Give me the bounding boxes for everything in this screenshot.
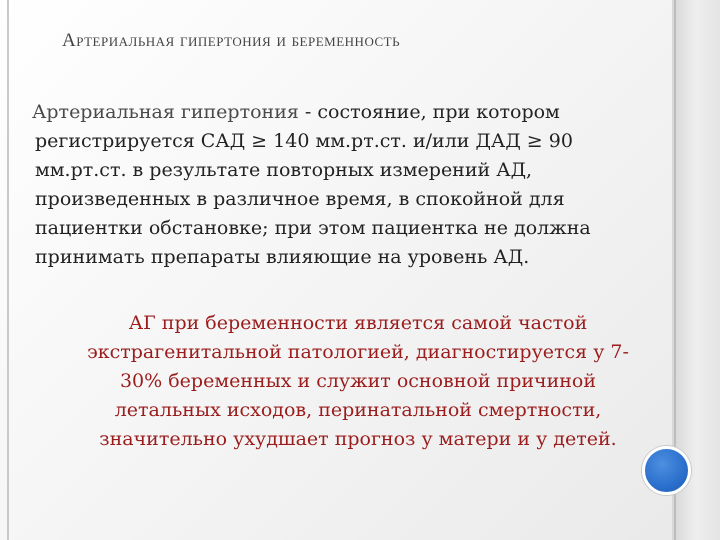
highlight-line-2: экстрагенитальной патологией, диагностируется у 7- bbox=[87, 341, 629, 363]
definition-line-5: пациентки обстановке; при этом пациентка не должна bbox=[35, 217, 591, 239]
highlight-paragraph bbox=[38, 309, 678, 454]
highlight-line-4: летальных исходов, перинатальной смертности, bbox=[114, 399, 602, 421]
definition-line-2: регистрируется САД ≥ 140 мм.рт.ст. и/или ДАД ≥ 90 bbox=[35, 130, 573, 152]
definition-paragraph bbox=[32, 98, 672, 272]
highlight-line-1: АГ при беременности является самой частой bbox=[128, 312, 588, 334]
highlight-line-5: значительно ухудшает прогноз у матери и у детей. bbox=[99, 428, 617, 450]
definition-line-6: принимать препараты влияющие на уровень АД. bbox=[35, 246, 530, 268]
definition-term: Артериальная гипертония bbox=[32, 101, 299, 123]
definition-line-1-rest: - состояние, при котором bbox=[298, 101, 560, 123]
blue-circle-decoration bbox=[642, 446, 691, 495]
definition-line-1 bbox=[32, 98, 672, 127]
slide-title: Артериальная гипертония и беременность bbox=[62, 30, 401, 51]
left-border-line bbox=[7, 0, 9, 540]
highlight-line-3: 30% беременных и служит основной причиной bbox=[119, 370, 597, 392]
definition-line-3: мм.рт.ст. в результате повторных измерений АД, bbox=[35, 159, 533, 181]
definition-line-4: произведенных в различное время, в спокойной для bbox=[35, 188, 565, 210]
